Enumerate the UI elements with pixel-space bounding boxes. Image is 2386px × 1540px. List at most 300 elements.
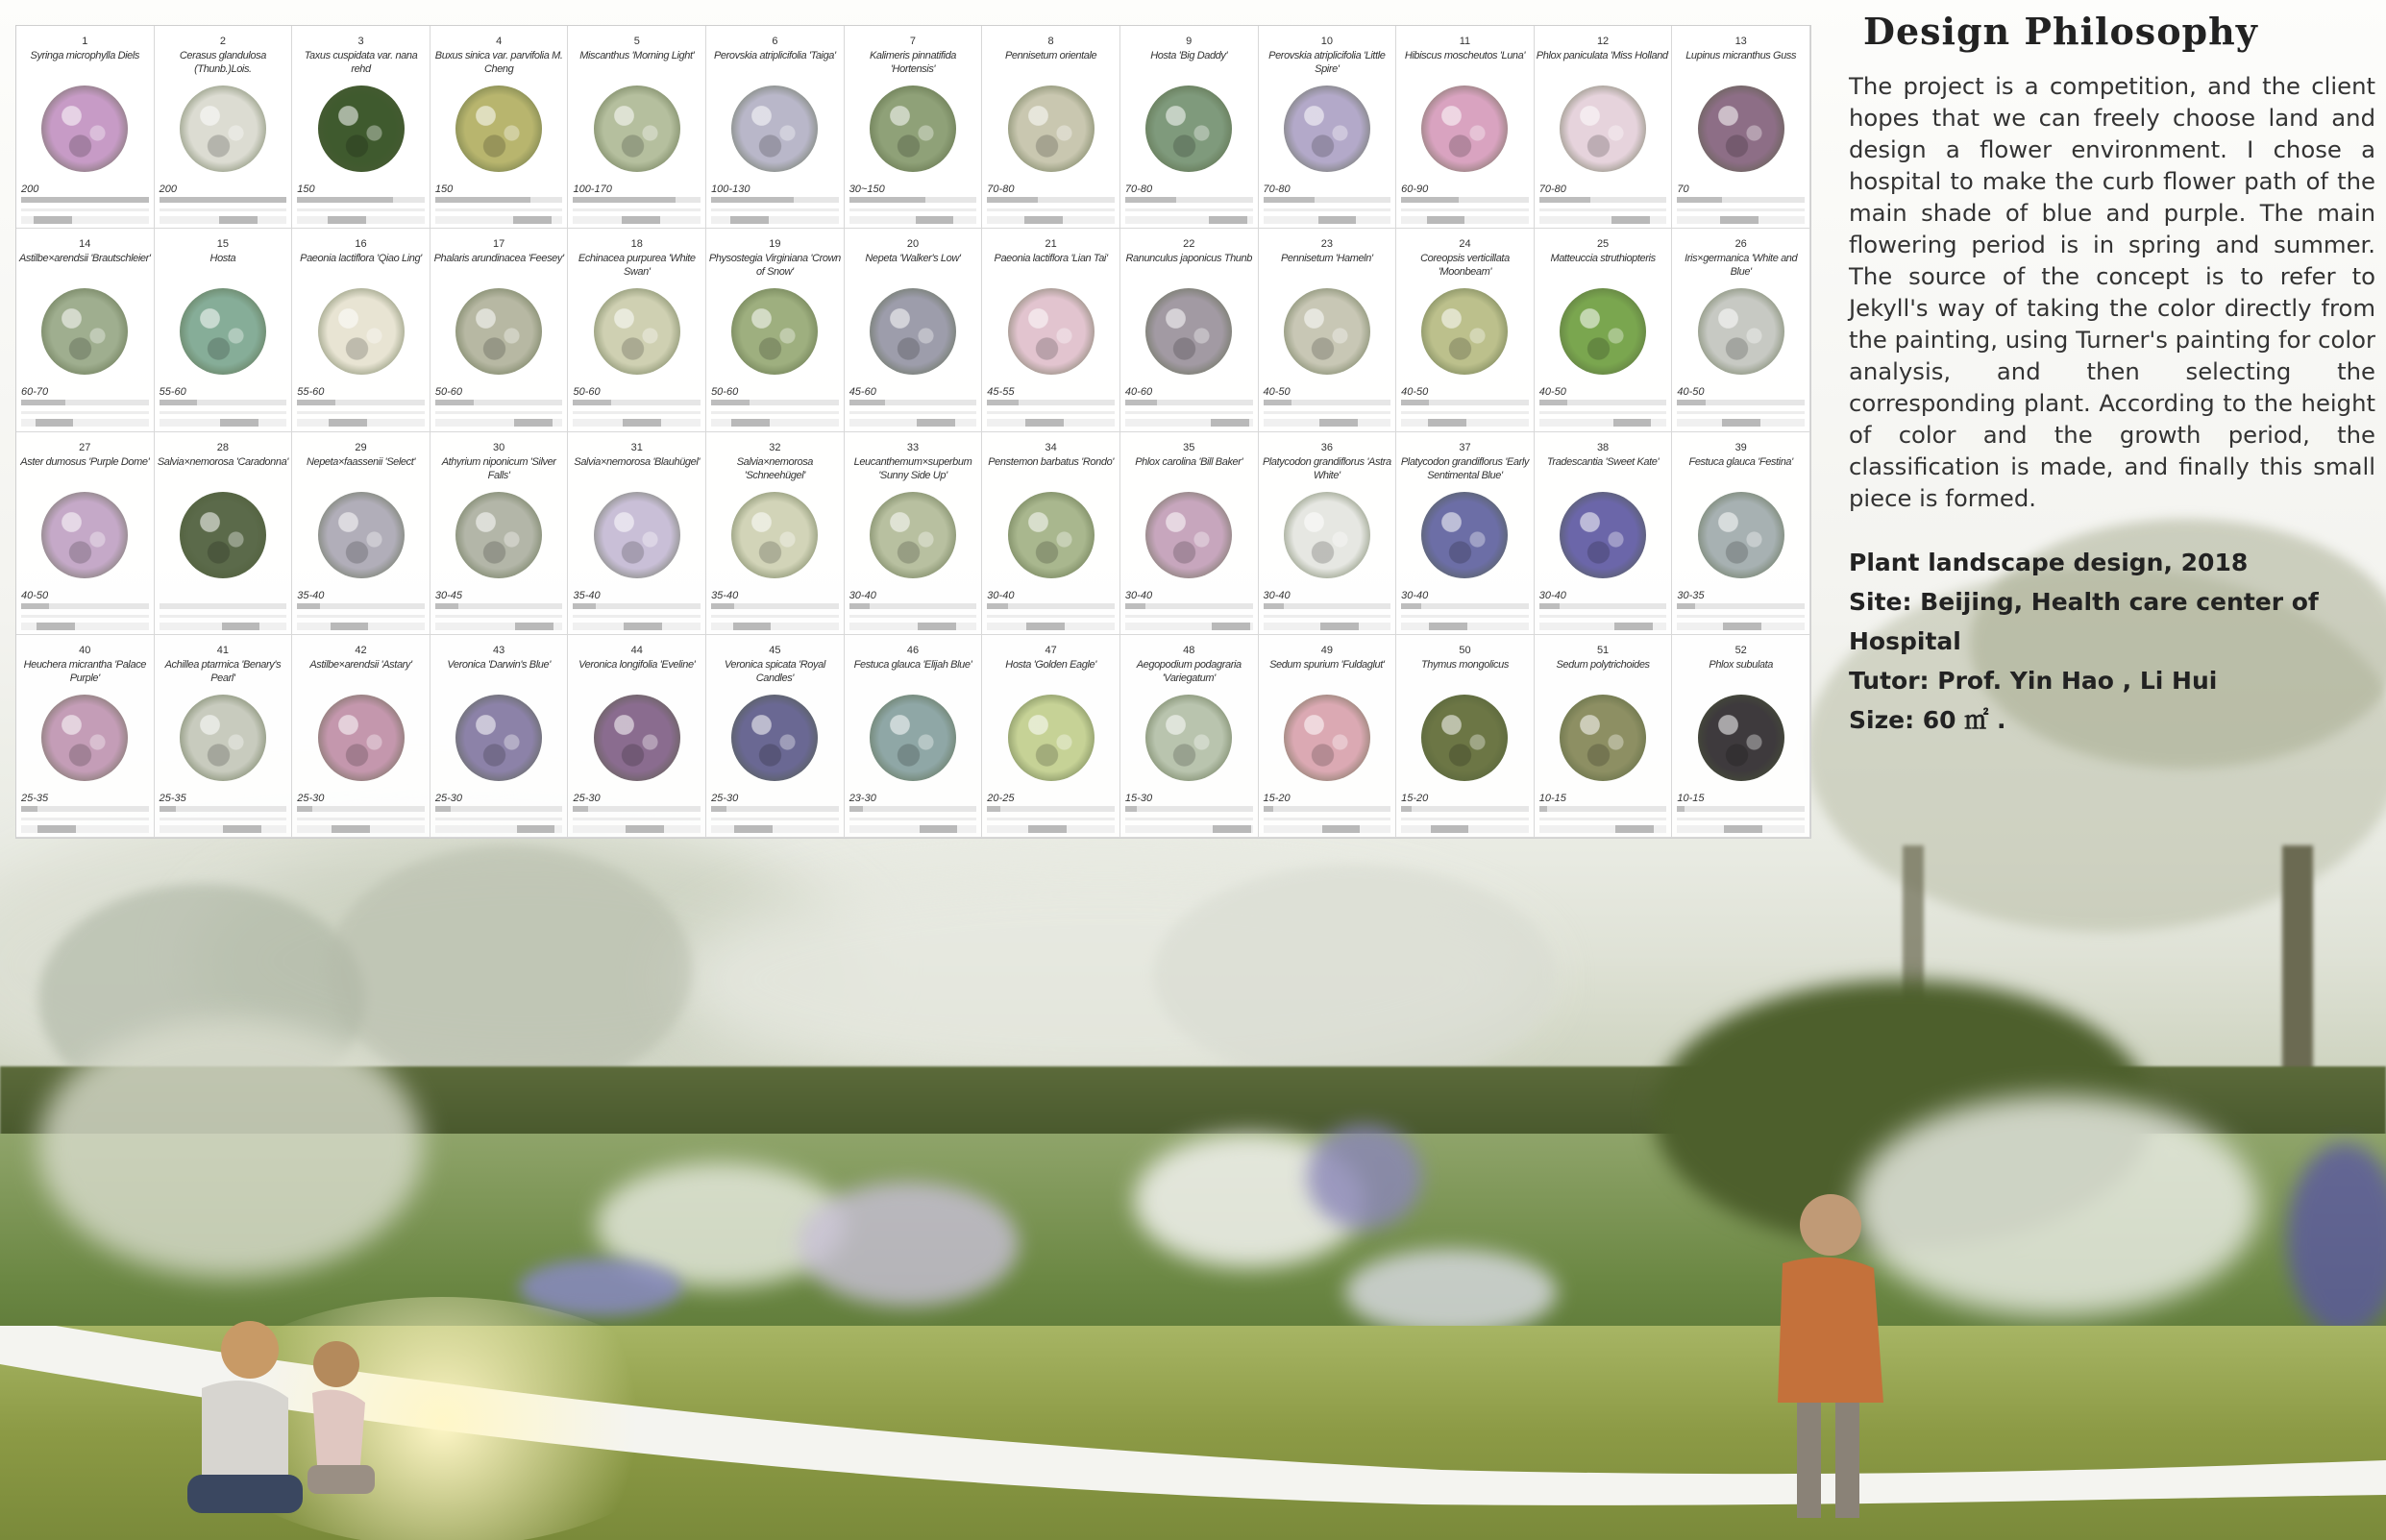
- plant-number: 36: [1320, 441, 1333, 453]
- plant-number: 17: [493, 238, 505, 251]
- plant-name: Matteuccia struthiopteris: [1550, 253, 1656, 265]
- plant-number: 32: [769, 441, 781, 453]
- plant-photo: [731, 288, 818, 375]
- plant-height: 15-20: [1401, 792, 1429, 804]
- height-bar-fill: [849, 603, 870, 609]
- height-bar: [573, 806, 701, 812]
- plant-number: 15: [216, 238, 230, 251]
- plant-number: 22: [1183, 238, 1195, 251]
- plant-number: 9: [1186, 36, 1193, 47]
- plant-card: [1396, 635, 1535, 838]
- bloom-period-bar: [1264, 825, 1391, 833]
- height-bar: [1539, 197, 1667, 203]
- plant-photo: [455, 695, 542, 781]
- bloom-period-fill: [514, 419, 553, 427]
- bloom-period-bar: [1539, 623, 1667, 630]
- background-tree: [327, 845, 692, 1095]
- height-bar-fill: [1539, 806, 1547, 812]
- plant-name: Pennisetum orientale: [1004, 50, 1097, 61]
- plant-number: 3: [357, 36, 364, 47]
- divider-bar: [573, 411, 701, 414]
- plant-photo: [318, 86, 405, 172]
- height-bar-fill: [1125, 197, 1176, 203]
- plant-card: [1672, 229, 1810, 431]
- bloom-period-fill: [1431, 825, 1469, 833]
- height-bar-fill: [435, 197, 530, 203]
- bloom-period-fill: [328, 216, 366, 224]
- bloom-period-fill: [1615, 825, 1654, 833]
- height-bar-fill: [160, 400, 198, 405]
- height-bar-fill: [1264, 400, 1291, 405]
- plant-height: 30-45: [434, 589, 462, 601]
- plant-card: [568, 229, 706, 431]
- bloom-period-bar: [987, 419, 1115, 427]
- bloom-period-bar: [711, 216, 839, 224]
- bloom-period-bar: [160, 419, 287, 427]
- height-bar-fill: [1264, 806, 1274, 812]
- divider-bar: [711, 411, 839, 414]
- plant-name: Tradescantia 'Sweet Kate': [1546, 455, 1660, 468]
- plant-card: [155, 432, 293, 635]
- plant-card: [1259, 26, 1397, 229]
- plant-height: 60-90: [1401, 183, 1429, 195]
- plant-height: 150: [434, 183, 454, 195]
- height-bar: [573, 197, 701, 203]
- plant-photo: [1698, 86, 1784, 172]
- height-bar: [711, 603, 839, 609]
- divider-bar: [435, 411, 563, 414]
- height-bar-fill: [1401, 806, 1412, 812]
- height-bar: [297, 603, 425, 609]
- bloom-period-fill: [1213, 825, 1251, 833]
- height-bar-fill: [297, 806, 312, 812]
- plant-card: [1535, 229, 1673, 431]
- plant-catalog-grid: [15, 25, 1811, 839]
- plant-name: Salvia×nemorosa 'Blauhügel': [574, 455, 701, 468]
- plant-card: [16, 229, 155, 431]
- bloom-period-bar: [435, 216, 563, 224]
- plant-height: 20-25: [987, 792, 1015, 804]
- plant-photo: [731, 492, 818, 578]
- height-bar: [1539, 603, 1667, 609]
- height-bar-fill: [435, 603, 458, 609]
- plant-number: 23: [1320, 238, 1333, 251]
- plant-number: 46: [906, 644, 920, 656]
- plant-height: 30-40: [1124, 589, 1153, 601]
- plant-photo: [1421, 86, 1508, 172]
- height-bar: [1264, 603, 1391, 609]
- bloom-period-bar: [297, 216, 425, 224]
- height-bar-fill: [21, 603, 49, 609]
- height-bar: [573, 603, 701, 609]
- plant-height: 45-60: [849, 386, 876, 399]
- plant-height: 200: [21, 183, 39, 195]
- divider-bar: [987, 208, 1115, 211]
- divider-bar: [160, 208, 287, 211]
- plant-name: Leucanthemum×superbum 'Sunny Side Up': [853, 455, 972, 481]
- bloom-period-fill: [917, 419, 955, 427]
- plant-card: [430, 26, 569, 229]
- bloom-period-bar: [21, 419, 149, 427]
- plant-card: [155, 229, 293, 431]
- divider-bar: [1677, 411, 1805, 414]
- bloom-period-fill: [1611, 216, 1650, 224]
- height-bar: [711, 400, 839, 405]
- plant-number: 14: [79, 238, 91, 251]
- child-sitting-icon: [144, 1311, 394, 1540]
- plant-name: Paeonia lactiflora 'Qiao Ling': [300, 253, 422, 265]
- plant-name: Miscanthus 'Morning Light': [579, 50, 695, 61]
- divider-bar: [711, 615, 839, 618]
- height-bar: [21, 400, 149, 405]
- bloom-period-fill: [731, 419, 770, 427]
- height-bar-fill: [435, 400, 474, 405]
- plant-name: Heuchera micrantha 'Palace Purple': [23, 658, 147, 684]
- plant-name: Festuca glauca 'Festina': [1688, 455, 1793, 468]
- plant-number: 10: [1320, 36, 1333, 47]
- plant-number: 2: [219, 36, 226, 47]
- project-site-continued: Hospital: [1849, 627, 1961, 655]
- plant-number: 19: [769, 238, 781, 251]
- height-bar-fill: [987, 400, 1019, 405]
- plant-card: [845, 229, 983, 431]
- plant-height: 10-15: [1538, 792, 1566, 804]
- bloom-period-bar: [21, 216, 149, 224]
- plant-number: 26: [1734, 238, 1747, 251]
- height-bar: [849, 197, 977, 203]
- divider-bar: [1125, 208, 1253, 211]
- plant-card: [430, 635, 569, 838]
- divider-bar: [711, 208, 839, 211]
- height-bar-fill: [1677, 400, 1705, 405]
- bloom-period-fill: [1724, 825, 1762, 833]
- plant-number: 31: [630, 441, 643, 453]
- bloom-period-fill: [1319, 419, 1358, 427]
- height-bar-fill: [1677, 806, 1685, 812]
- bloom-period-bar: [435, 419, 563, 427]
- divider-bar: [711, 818, 839, 820]
- bloom-period-bar: [160, 825, 287, 833]
- plant-card: [982, 26, 1120, 229]
- plant-photo: [594, 695, 680, 781]
- plant-height: 30-35: [1677, 589, 1705, 601]
- plant-photo: [731, 86, 818, 172]
- child-standing-icon: [1739, 1182, 1912, 1537]
- height-bar-fill: [987, 603, 1007, 609]
- plant-name: Hosta 'Golden Eagle': [1005, 658, 1096, 671]
- height-bar: [1264, 806, 1391, 812]
- height-bar-fill: [573, 603, 596, 609]
- plant-number: 12: [1596, 36, 1610, 47]
- plant-height: 35-40: [297, 589, 325, 601]
- plant-number: 47: [1045, 644, 1057, 656]
- plant-name: Perovskia atriplicifolia 'Taiga': [714, 50, 836, 61]
- plant-number: 37: [1459, 441, 1471, 453]
- plant-height: 25-30: [573, 792, 601, 804]
- plant-photo: [1284, 86, 1370, 172]
- plant-photo: [870, 288, 956, 375]
- height-bar-fill: [297, 400, 335, 405]
- plant-card: [1535, 432, 1673, 635]
- bloom-period-fill: [220, 419, 258, 427]
- bloom-period-bar: [711, 825, 839, 833]
- height-bar: [160, 197, 287, 203]
- plant-number: 38: [1596, 441, 1610, 453]
- bloom-period-bar: [160, 623, 287, 630]
- height-bar-fill: [1401, 197, 1459, 203]
- height-bar-fill: [711, 400, 750, 405]
- height-bar-fill: [1539, 400, 1567, 405]
- height-bar-fill: [1677, 603, 1695, 609]
- bloom-period-fill: [1428, 419, 1466, 427]
- plant-photo: [1698, 695, 1784, 781]
- height-bar: [849, 603, 977, 609]
- plant-name: Astilbe×arendsii 'Brautschleier': [18, 253, 151, 265]
- plant-card: [16, 26, 155, 229]
- plant-name: Veronica spicata 'Royal Candles': [724, 658, 825, 684]
- bloom-period-fill: [1025, 419, 1064, 427]
- plant-photo: [594, 492, 680, 578]
- plant-number: 41: [216, 644, 230, 656]
- divider-bar: [435, 615, 563, 618]
- project-info: [1849, 543, 2375, 740]
- plant-name: Nepeta 'Walker's Low': [865, 253, 961, 265]
- height-bar-fill: [1125, 400, 1157, 405]
- bloom-period-bar: [1539, 216, 1667, 224]
- plant-photo: [1145, 695, 1232, 781]
- bloom-period-bar: [1401, 419, 1529, 427]
- plant-height: 70-80: [987, 183, 1015, 195]
- plant-height: 30~150: [849, 183, 885, 195]
- plant-name: Aegopodium podagraria 'Variegatum': [1136, 658, 1242, 684]
- divider-bar: [1401, 615, 1529, 618]
- divider-bar: [297, 615, 425, 618]
- bloom-period-fill: [1318, 216, 1357, 224]
- bloom-period-fill: [331, 623, 369, 630]
- height-bar: [1125, 806, 1253, 812]
- plant-card: [1396, 26, 1535, 229]
- plant-photo: [455, 86, 542, 172]
- plant-card: [706, 229, 845, 431]
- plant-number: 44: [630, 644, 643, 656]
- plant-name: Paeonia lactiflora 'Lian Tai': [994, 253, 1108, 265]
- divider-bar: [21, 615, 149, 618]
- plant-number: 28: [216, 441, 230, 453]
- bloom-period-fill: [1211, 419, 1249, 427]
- bloom-period-bar: [573, 825, 701, 833]
- height-bar-fill: [1401, 603, 1421, 609]
- height-bar-fill: [711, 806, 726, 812]
- height-bar-fill: [711, 197, 794, 203]
- height-bar-fill: [849, 400, 885, 405]
- plant-card: [292, 26, 430, 229]
- plant-height: 25-30: [711, 792, 739, 804]
- plant-card: [1120, 26, 1259, 229]
- plant-height: 15-30: [1124, 792, 1153, 804]
- plant-height: 35-40: [711, 589, 739, 601]
- plant-card: [292, 432, 430, 635]
- height-bar-fill: [297, 603, 320, 609]
- plant-number: 33: [906, 441, 920, 453]
- bloom-period-fill: [1209, 216, 1247, 224]
- plant-number: 6: [772, 36, 778, 47]
- bloom-period-bar: [849, 623, 977, 630]
- plant-height: 23-30: [849, 792, 876, 804]
- divider-bar: [1539, 411, 1667, 414]
- plant-photo: [1421, 492, 1508, 578]
- plant-name: Veronica 'Darwin's Blue': [447, 658, 551, 671]
- bloom-period-fill: [626, 825, 664, 833]
- plant-photo: [180, 288, 266, 375]
- height-bar: [21, 197, 149, 203]
- plant-height: 30-40: [1538, 589, 1566, 601]
- plant-card: [1396, 432, 1535, 635]
- plant-card: [1120, 635, 1259, 838]
- height-bar: [1264, 197, 1391, 203]
- plant-height: 70-80: [1538, 183, 1566, 195]
- bloom-period-fill: [1322, 825, 1361, 833]
- plant-name: Platycodon grandiflorus 'Astra White': [1262, 455, 1391, 481]
- height-bar-fill: [1401, 400, 1429, 405]
- plant-number: 25: [1596, 238, 1610, 251]
- height-bar: [21, 806, 149, 812]
- plant-card: [568, 26, 706, 229]
- plant-height: 60-70: [21, 386, 49, 399]
- plant-photo: [1698, 288, 1784, 375]
- bloom-period-fill: [918, 623, 956, 630]
- plant-card: [292, 229, 430, 431]
- divider-bar: [1539, 818, 1667, 820]
- plant-card: [1259, 635, 1397, 838]
- divider-bar: [1677, 818, 1805, 820]
- plant-number: 40: [79, 644, 91, 656]
- divider-bar: [1677, 208, 1805, 211]
- height-bar-fill: [573, 197, 675, 203]
- plant-number: 45: [769, 644, 781, 656]
- bloom-period-bar: [1264, 623, 1391, 630]
- plant-height: 50-60: [711, 386, 739, 399]
- plant-height: 150: [297, 183, 315, 195]
- plant-card: [292, 635, 430, 838]
- plant-name: Thymus mongolicus: [1420, 658, 1509, 671]
- divider-bar: [1125, 615, 1253, 618]
- height-bar: [1264, 400, 1391, 405]
- plant-number: 52: [1734, 644, 1747, 656]
- plant-card: [1672, 26, 1810, 229]
- plant-number: 34: [1045, 441, 1057, 453]
- height-bar-fill: [160, 197, 287, 203]
- plant-card: [568, 635, 706, 838]
- divider-bar: [849, 208, 977, 211]
- bloom-period-bar: [987, 623, 1115, 630]
- plant-card: [706, 432, 845, 635]
- plant-photo: [870, 492, 956, 578]
- height-bar: [435, 400, 563, 405]
- bloom-period-fill: [733, 623, 772, 630]
- divider-bar: [849, 411, 977, 414]
- plant-number: 21: [1045, 238, 1057, 251]
- plant-card: [982, 635, 1120, 838]
- plant-height: 55-60: [297, 386, 325, 399]
- height-bar-fill: [1539, 603, 1560, 609]
- plant-name: Nepeta×faassenii 'Select': [306, 455, 416, 468]
- bloom-period-bar: [21, 825, 149, 833]
- plant-photo: [1008, 86, 1095, 172]
- plant-number: 35: [1183, 441, 1195, 453]
- plant-card: [1535, 635, 1673, 838]
- plant-card: [845, 26, 983, 229]
- plant-name: Platycodon grandiflorus 'Early Sentimental Blue': [1400, 455, 1530, 481]
- divider-bar: [1539, 615, 1667, 618]
- plant-height: 30-40: [1401, 589, 1429, 601]
- divider-bar: [1401, 208, 1529, 211]
- plant-height: 25-30: [434, 792, 462, 804]
- height-bar-fill: [573, 400, 611, 405]
- plant-name: Phlox subulata: [1709, 658, 1773, 671]
- height-bar-fill: [435, 806, 451, 812]
- plant-height: 40-50: [1263, 386, 1291, 399]
- divider-bar: [21, 818, 149, 820]
- bloom-period-bar: [1125, 825, 1253, 833]
- plant-height: 40-50: [1538, 386, 1566, 399]
- plant-height: 70-80: [1124, 183, 1153, 195]
- plant-photo: [1145, 288, 1232, 375]
- bloom-period-bar: [435, 825, 563, 833]
- plant-card: [568, 432, 706, 635]
- plant-name: Taxus cuspidata var. nana rehd: [304, 50, 418, 75]
- divider-bar: [297, 208, 425, 211]
- bloom-period-bar: [1677, 825, 1805, 833]
- bloom-period-fill: [1723, 623, 1761, 630]
- plant-card: [430, 432, 569, 635]
- plant-card: [1259, 229, 1397, 431]
- bloom-period-fill: [513, 216, 552, 224]
- divider-bar: [21, 208, 149, 211]
- bloom-period-fill: [734, 825, 773, 833]
- plant-height: 30-40: [849, 589, 876, 601]
- height-bar: [1677, 603, 1805, 609]
- plant-name: Hosta 'Big Daddy': [1150, 50, 1228, 61]
- height-bar-fill: [21, 806, 37, 812]
- plant-height: 35-40: [573, 589, 601, 601]
- height-bar: [1401, 400, 1529, 405]
- bloom-period-bar: [1401, 216, 1529, 224]
- project-name: Plant landscape design, 2018: [1849, 549, 2249, 576]
- plant-name: Athyrium niponicum 'Silver Falls': [441, 455, 556, 481]
- height-bar: [573, 400, 701, 405]
- tree-trunk: [2282, 845, 2313, 1076]
- plant-photo: [1145, 492, 1232, 578]
- plant-number: 29: [355, 441, 367, 453]
- height-bar: [849, 806, 977, 812]
- plant-height: 40-60: [1124, 386, 1153, 399]
- height-bar-fill: [1264, 603, 1284, 609]
- height-bar-fill: [987, 197, 1038, 203]
- plant-name: Sedum polytrichoides: [1556, 658, 1650, 671]
- plant-card: [155, 26, 293, 229]
- height-bar-fill: [573, 806, 588, 812]
- plant-number: 48: [1183, 644, 1195, 656]
- height-bar: [160, 603, 287, 609]
- height-bar: [711, 806, 839, 812]
- bloom-period-fill: [730, 216, 769, 224]
- bloom-period-fill: [624, 623, 662, 630]
- bloom-period-fill: [37, 623, 75, 630]
- plant-card: [845, 635, 983, 838]
- design-description: The project is a competition, and the client hopes that we can freely choose land and design a flower environment. I chose a hospital to make the curb flower path of the main shade of blue and purple. The main flowering period is in spring and summer. The source of the concept is to refer to Jekyll's way of taking the color directly from the painting, using Turner's painting for color analysis, and then selecting the corresponding plant. According to the height of color and the growth period, the classification is made, and finally this small piece is formed.: [1849, 72, 2375, 512]
- plant-height: 100-130: [711, 183, 750, 195]
- plant-photo: [594, 86, 680, 172]
